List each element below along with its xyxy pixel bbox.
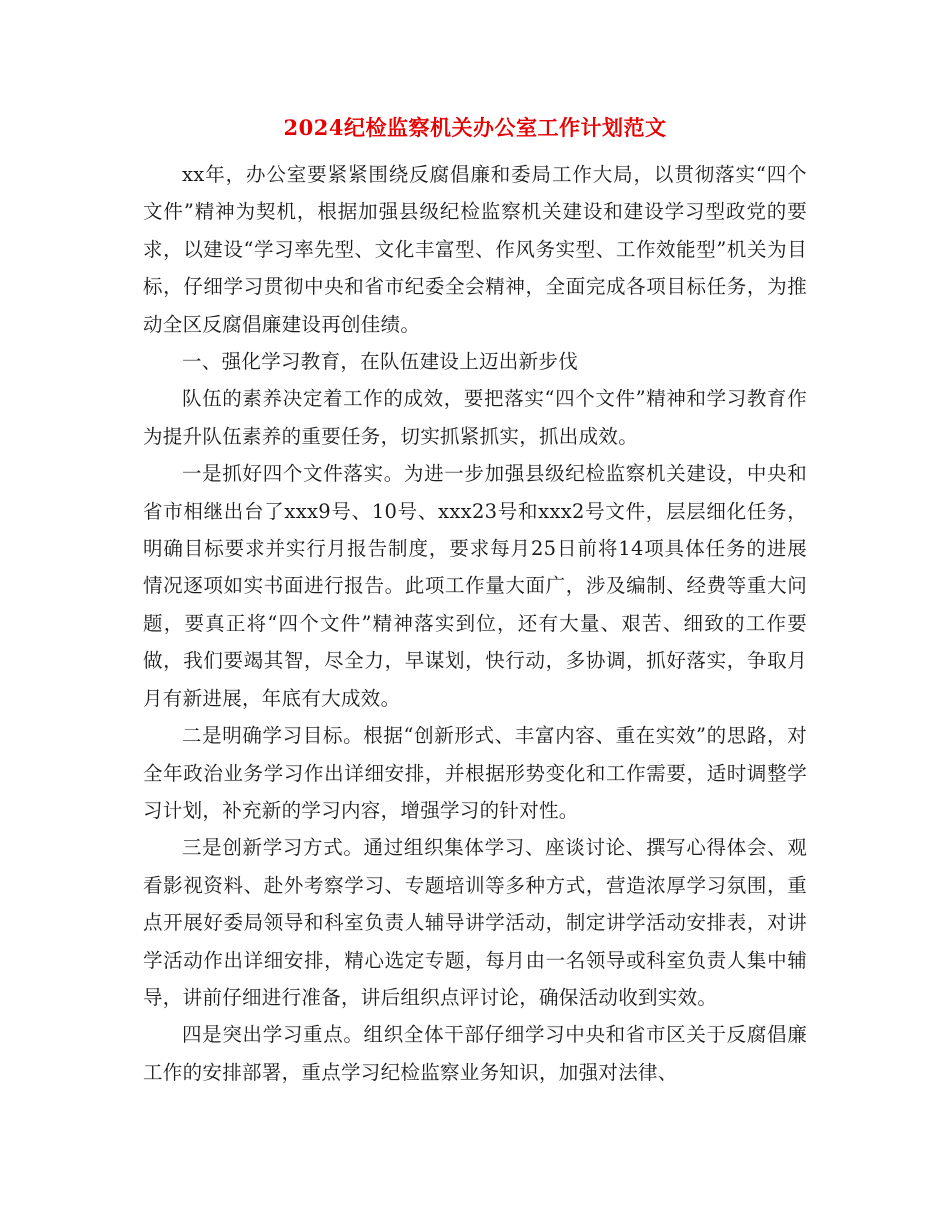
paragraph-team-quality: 队伍的素养决定着工作的成效，要把落实“四个文件”精神和学习教育作为提升队伍素养的重要任务，切实抓紧抓实，抓出成效。 bbox=[143, 387, 807, 448]
paragraph-item-1: 一是抓好四个文件落实。为进一步加强县级纪检监察机关建设，中央和省市相继出台了xxx9号、10号、xxx23号和xxx2号文件，层层细化任务，明确目标要求并实行月报告制度，要求每月25日前将14项具体任务的进展情况逐项如实书面进行报告。此项工作量大面广，涉及编制、经费等重大问题，要真正将“四个文件”精神落实到位，还有大量、艰苦、细致的工作要做，我们要竭其智，尽全力，早谋划，快行动，多协调，抓好落实，争取月月有新进展，年底有大成效。 bbox=[143, 462, 807, 710]
paragraph-item-4: 四是突出学习重点。组织全体干部仔细学习中央和省市区关于反腐倡廉工作的安排部署，重点学习纪检监察业务知识，加强对法律、 bbox=[143, 1023, 807, 1084]
paragraph-item-2: 二是明确学习目标。根据“创新形式、丰富内容、重在实效”的思路，对全年政治业务学习作出详细安排，并根据形势变化和工作需要，适时调整学习计划，补充新的学习内容，增强学习的针对性。 bbox=[143, 724, 807, 822]
document-body bbox=[143, 156, 807, 1091]
paragraph-intro: xx年，办公室要紧紧围绕反腐倡廉和委局工作大局，以贯彻落实“四个文件”精神为契机，根据加强县级纪检监察机关建设和建设学习型政党的要求，以建设“学习率先型、文化丰富型、作风务实型、工作效能型”机关为目标，仔细学习贯彻中央和省市纪委全会精神，全面完成各项目标任务，为推动全区反腐倡廉建设再创佳绩。 bbox=[143, 163, 807, 336]
section-heading-1: 一、强化学习教育，在队伍建设上迈出新步伐 bbox=[182, 350, 579, 374]
document-title: 2024纪检监察机关办公室工作计划范文 bbox=[283, 115, 667, 140]
paragraph-item-3: 三是创新学习方式。通过组织集体学习、座谈讨论、撰写心得体会、观看影视资料、赴外考察学习、专题培训等多种方式，营造浓厚学习氛围，重点开展好委局领导和科室负责人辅导讲学活动，制定讲学活动安排表，对讲学活动作出详细安排，精心选定专题，每月由一名领导或科室负责人集中辅导，讲前仔细进行准备，讲后组织点评讨论，确保活动收到实效。 bbox=[143, 836, 807, 1009]
